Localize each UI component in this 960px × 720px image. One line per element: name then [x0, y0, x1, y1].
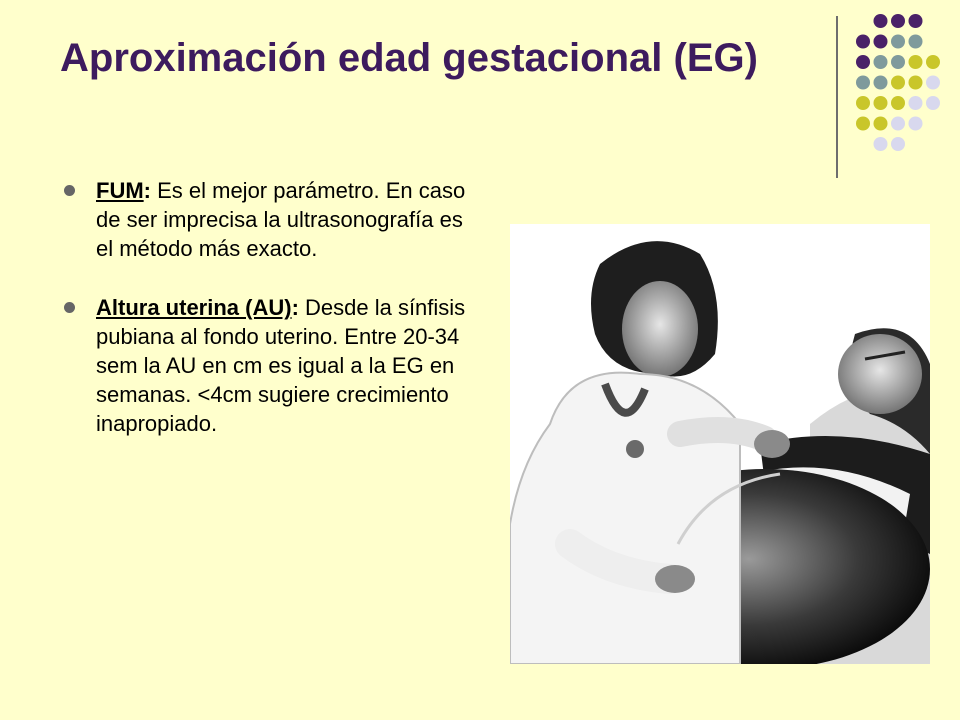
decorative-dot — [891, 76, 905, 90]
decorative-dot — [874, 137, 888, 151]
decorative-dot — [909, 76, 923, 90]
decorative-dot — [891, 96, 905, 110]
decorative-dot — [891, 137, 905, 151]
decorative-dot — [856, 76, 870, 90]
bullet-list — [62, 176, 472, 438]
bullet-item-fum — [62, 176, 472, 263]
decorative-dot — [856, 35, 870, 49]
decorative-dot — [926, 76, 940, 90]
decorative-dot — [874, 35, 888, 49]
bullet-text: Desde la sínfisis pubiana al fondo uterino. Entre 20-34 sem la AU en cm es igual a la EG en semanas. <4cm sugiere crecimiento inapropiado. — [96, 295, 466, 436]
photo-illustration — [510, 224, 930, 664]
decorative-dot — [909, 117, 923, 131]
decorative-dot — [874, 55, 888, 69]
decorative-dot — [891, 14, 905, 28]
decorative-dot — [909, 55, 923, 69]
decorative-dot — [874, 117, 888, 131]
decorative-dot — [926, 55, 940, 69]
slide-title: Aproximación edad gestacional (EG) — [60, 36, 758, 80]
bullet-term: FUM: — [96, 178, 151, 203]
decorative-dot — [891, 35, 905, 49]
bullet-dot-icon — [64, 185, 75, 196]
decorative-dot — [891, 55, 905, 69]
decorative-dot — [856, 96, 870, 110]
bullet-text: Es el mejor parámetro. En caso de ser imprecisa la ultrasonografía es el método más exacto. — [96, 178, 466, 261]
decorative-dot — [856, 117, 870, 131]
bullet-item-altura-uterina — [62, 293, 472, 438]
decorative-dot — [909, 14, 923, 28]
decorative-dot — [874, 96, 888, 110]
decorative-dot — [909, 96, 923, 110]
bullet-term: Altura uterina (AU): — [96, 295, 299, 320]
decorative-dot — [856, 55, 870, 69]
decorative-dot — [874, 14, 888, 28]
prenatal-exam-photo — [510, 224, 930, 664]
decorative-dot — [909, 35, 923, 49]
decorative-dot — [874, 76, 888, 90]
decorative-dot — [926, 96, 940, 110]
decorative-divider — [836, 16, 838, 178]
bullet-dot-icon — [64, 302, 75, 313]
decorative-dot — [891, 117, 905, 131]
